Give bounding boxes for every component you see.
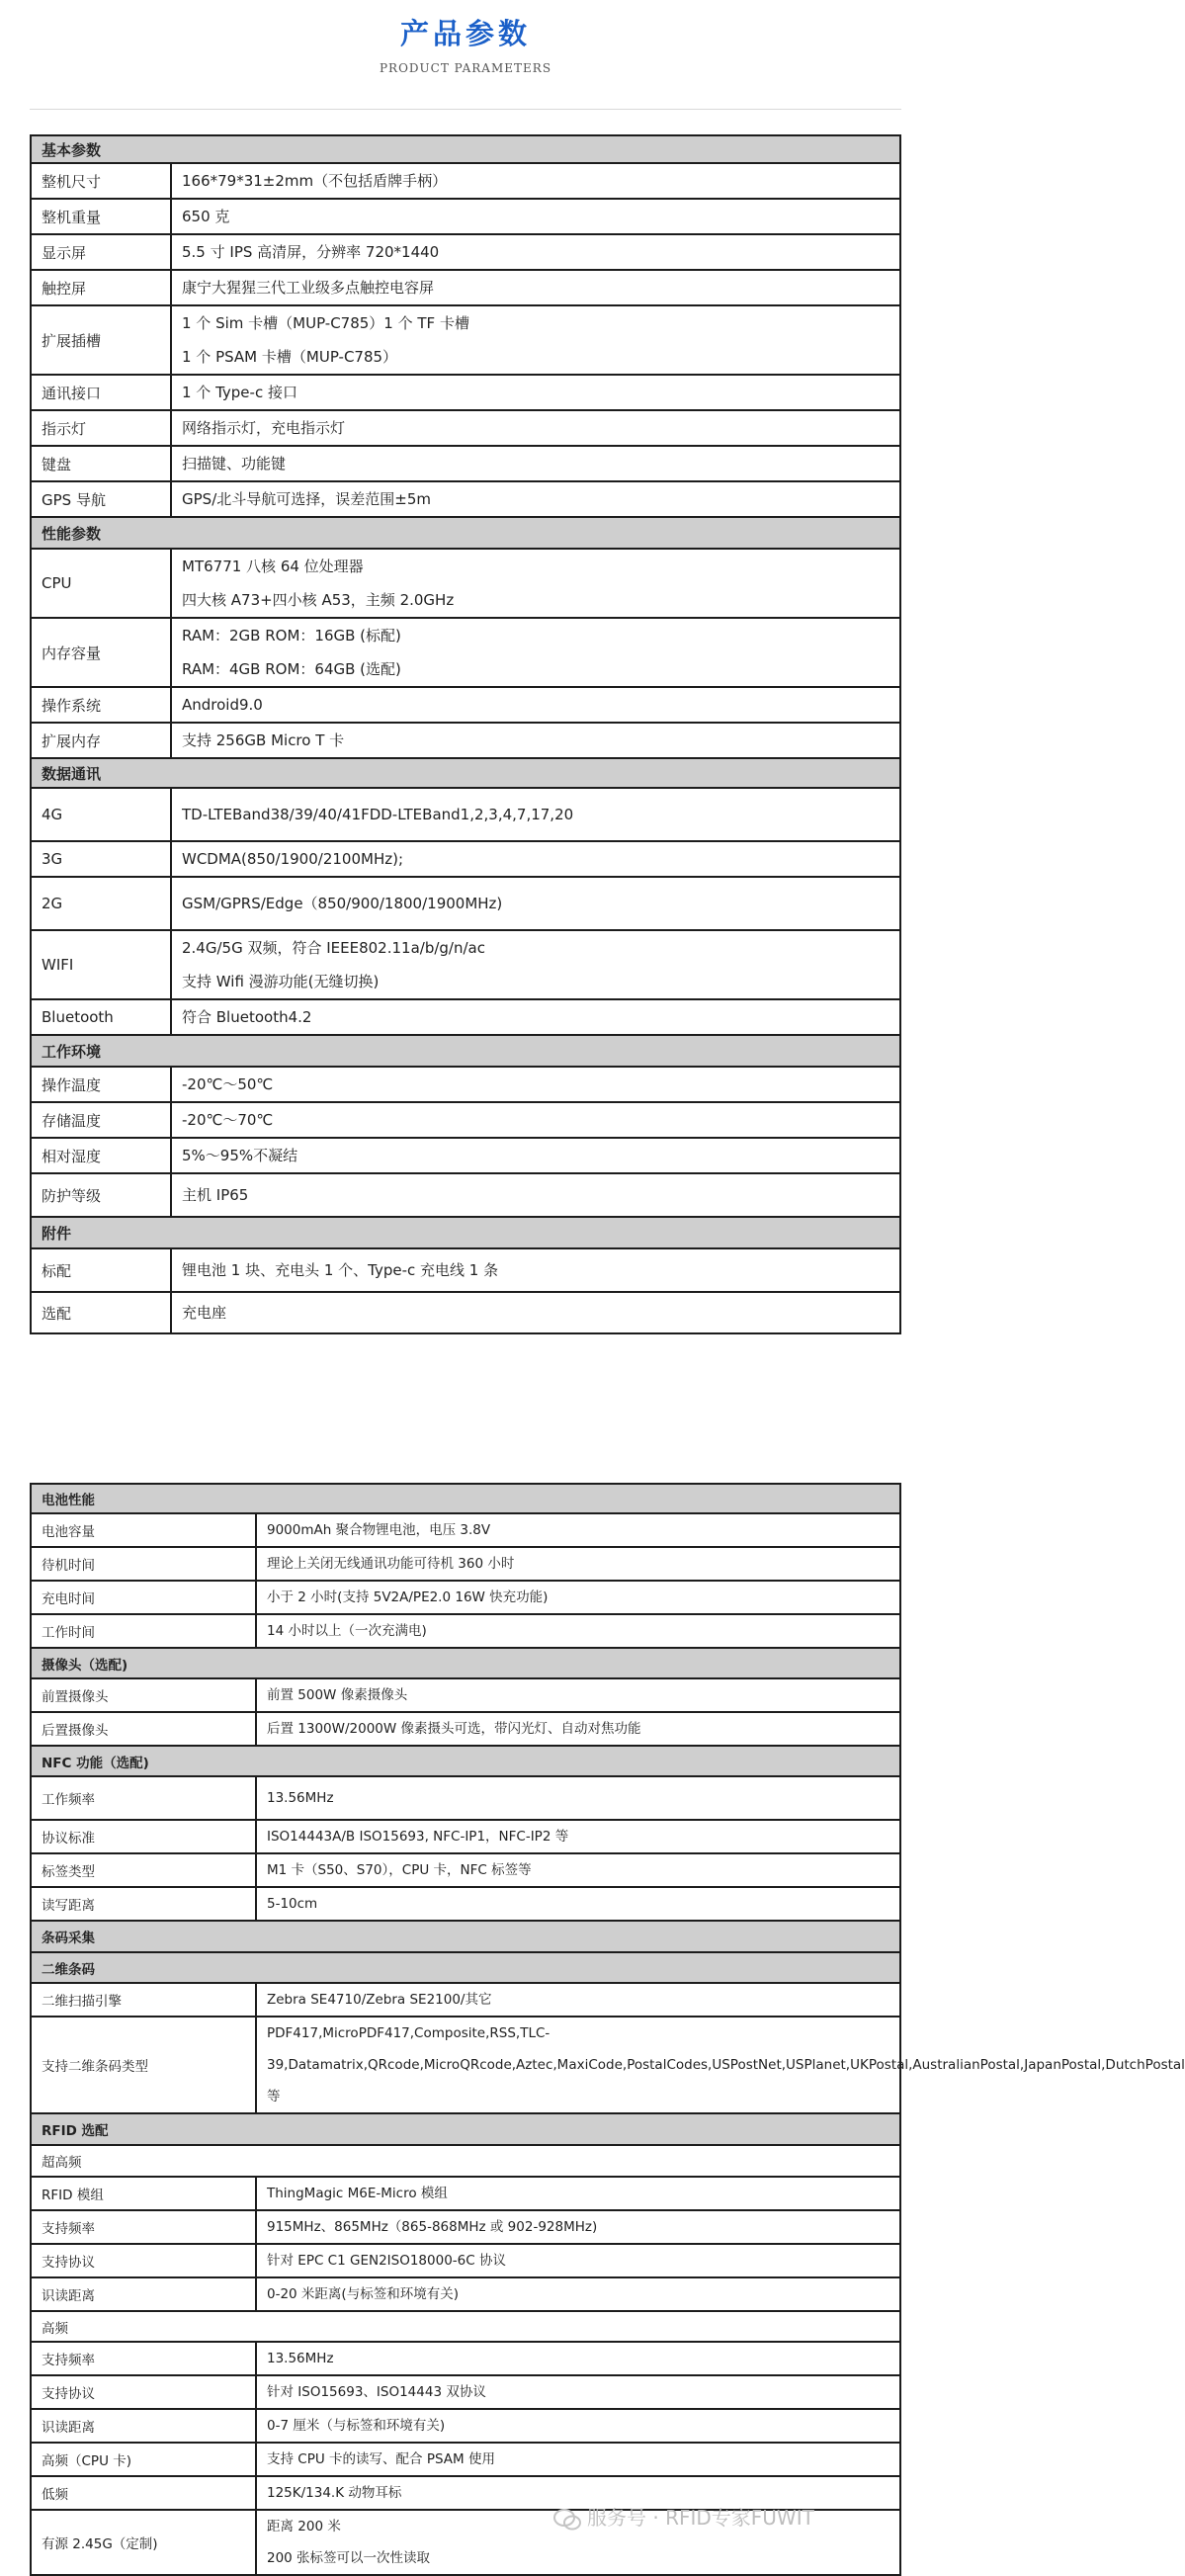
spec-value-line: 前置 500W 像素摄像头 [267, 1687, 408, 1703]
spec-value-line: 5%～95%不凝结 [182, 1147, 298, 1164]
spec-value [171, 1248, 900, 1292]
spec-row [31, 2177, 900, 2210]
spec-row [31, 446, 900, 481]
subsection-header-row [31, 2311, 900, 2342]
spec-row [31, 2409, 900, 2443]
section-title: RFID 选配 [31, 2113, 900, 2145]
spec-value [171, 1102, 900, 1138]
spec-value [256, 1712, 900, 1746]
spec-value [256, 2277, 900, 2311]
spec-label: 支持协议 [31, 2244, 256, 2277]
spec-value-line: 支持 Wifi 漫游功能(无缝切换) [182, 973, 380, 990]
section-title: 附件 [31, 1217, 900, 1248]
spec-value [256, 2017, 1185, 2113]
watermark-text: 服务号 · RFID专家FUWIT [587, 2506, 814, 2530]
spec-label: WIFI [31, 930, 171, 999]
spec-value-line: Zebra SE4710/Zebra SE2100/其它 [267, 1992, 492, 2008]
spec-value [171, 999, 900, 1035]
spec-value-line: 14 小时以上（一次充满电) [267, 1623, 427, 1639]
spec-value [171, 723, 900, 758]
spec-row [31, 2244, 900, 2277]
spec-row [31, 1853, 900, 1887]
section-header-row [31, 1952, 900, 1983]
spec-row [31, 1513, 900, 1547]
spec-label: 扩展插槽 [31, 305, 171, 375]
section-title: 摄像头（选配) [31, 1648, 900, 1678]
spec-label: 协议标准 [31, 1820, 256, 1853]
spec-row [31, 841, 900, 877]
spec-value [256, 1853, 900, 1887]
spec-value-line: 针对 EPC C1 GEN2ISO18000-6C 协议 [267, 2253, 506, 2269]
subsection-title: 高频 [31, 2311, 900, 2342]
spec-label: 识读距离 [31, 2409, 256, 2443]
spec-value [171, 1067, 900, 1102]
spec-row [31, 723, 900, 758]
spec-value-line: 0-7 厘米（与标签和环境有关) [267, 2418, 446, 2434]
spec-row [31, 375, 900, 410]
spec-value [256, 2342, 900, 2375]
spec-value-line: -20℃～70℃ [182, 1111, 274, 1129]
spec-label: 后置摄像头 [31, 1712, 256, 1746]
spec-value [256, 2375, 900, 2409]
spec-value-line: 支持 CPU 卡的读写、配合 PSAM 使用 [267, 2451, 495, 2467]
spec-label: 二维扫描引擎 [31, 1983, 256, 2017]
section-title: 工作环境 [31, 1035, 900, 1067]
spec-row [31, 1712, 900, 1746]
section-title: 电池性能 [31, 1484, 900, 1513]
section-title: 数据通讯 [31, 758, 900, 788]
spec-row [31, 2017, 900, 2113]
spec-value-line: 支持 256GB Micro T 卡 [182, 731, 345, 749]
spec-value-line: 后置 1300W/2000W 像素摄头可选，带闪光灯、自动对焦功能 [267, 1721, 641, 1737]
spec-row [31, 410, 900, 446]
section-header-row [31, 1921, 900, 1952]
spec-row [31, 1248, 900, 1292]
spec-value [256, 1983, 900, 2017]
spec-value-line: MT6771 八核 64 位处理器 [182, 558, 364, 575]
section-header-row [31, 1648, 900, 1678]
spec-value-line: 针对 ISO15693、ISO14443 双协议 [267, 2384, 486, 2400]
spec-label: 键盘 [31, 446, 171, 481]
spec-value [171, 375, 900, 410]
spec-value-line: 1 个 Sim 卡槽（MUP-C785）1 个 TF 卡槽 [182, 314, 469, 332]
spec-row [31, 618, 900, 687]
spec-value [171, 270, 900, 305]
spec-label: 低频 [31, 2476, 256, 2510]
page-title: 产品参数 [399, 17, 531, 50]
spec-value-line: 13.56MHz [267, 2351, 334, 2366]
spec-row [31, 199, 900, 234]
spec-row [31, 270, 900, 305]
spec-value [256, 1614, 900, 1648]
spec-value-line: 13.56MHz [267, 1790, 334, 1806]
spec-row [31, 163, 900, 199]
spec-value-line: GPS/北斗导航可选择，误差范围±5m [182, 490, 431, 508]
section-header-row [31, 1484, 900, 1513]
spec-value-line: 915MHz、865MHz（865-868MHz 或 902-928MHz) [267, 2219, 598, 2235]
section-title: 基本参数 [31, 135, 900, 163]
spec-value [171, 199, 900, 234]
spec-row [31, 2375, 900, 2409]
spec-value [171, 930, 900, 999]
section-header-row [31, 1035, 900, 1067]
spec-value-line: 650 克 [182, 208, 230, 225]
section-header-row [31, 1746, 900, 1776]
spec-label: 内存容量 [31, 618, 171, 687]
section-header-row [31, 758, 900, 788]
spec-row [31, 1067, 900, 1102]
spec-value [171, 481, 900, 517]
spec-value [171, 234, 900, 270]
spec-table-basic [30, 134, 901, 1334]
spec-label: RFID 模组 [31, 2177, 256, 2210]
spec-row [31, 1292, 900, 1333]
wechat-icon [553, 2508, 581, 2532]
spec-value-line: WCDMA(850/1900/2100MHz); [182, 850, 403, 868]
spec-value [256, 1547, 900, 1581]
spec-value-line: TD-LTEBand38/39/40/41FDD-LTEBand1,2,3,4,7,17,20 [182, 806, 574, 823]
spec-value [171, 163, 900, 199]
spec-label: Bluetooth [31, 999, 171, 1035]
spec-label: 相对湿度 [31, 1138, 171, 1173]
spec-row [31, 2277, 900, 2311]
spec-label: 防护等级 [31, 1173, 171, 1217]
section-header-row [31, 2113, 900, 2145]
spec-label: 整机重量 [31, 199, 171, 234]
spec-label: 显示屏 [31, 234, 171, 270]
spec-row [31, 481, 900, 517]
spec-value-line: 2.4G/5G 双频，符合 IEEE802.11a/b/g/n/ac [182, 939, 485, 957]
watermark [553, 2501, 909, 2534]
page-subtitle: PRODUCT PARAMETERS [379, 61, 552, 75]
spec-value-line: ISO14443A/B ISO15693, NFC-IP1，NFC-IP2 等 [267, 1829, 569, 1845]
spec-label: 4G [31, 788, 171, 841]
spec-value-line: 125K/134.K 动物耳标 [267, 2485, 402, 2501]
spec-row [31, 305, 900, 375]
spec-value [256, 1820, 900, 1853]
spec-value-line: 小于 2 小时(支持 5V2A/PE2.0 16W 快充功能) [267, 1589, 549, 1605]
subsection-title: 超高频 [31, 2145, 900, 2177]
spec-label: CPU [31, 549, 171, 618]
spec-label: 操作温度 [31, 1067, 171, 1102]
spec-value-line: 理论上关闭无线通讯功能可待机 360 小时 [267, 1556, 515, 1572]
spec-row [31, 999, 900, 1035]
spec-row [31, 2342, 900, 2375]
spec-row [31, 930, 900, 999]
spec-value [256, 2409, 900, 2443]
spec-value [171, 410, 900, 446]
spec-value [171, 618, 900, 687]
spec-value [171, 1138, 900, 1173]
spec-label: 标签类型 [31, 1853, 256, 1887]
spec-value-line: 9000mAh 聚合物锂电池，电压 3.8V [267, 1522, 491, 1538]
spec-row [31, 1820, 900, 1853]
spec-value-line: 5.5 寸 IPS 高清屏，分辨率 720*1440 [182, 243, 440, 261]
spec-label: 工作频率 [31, 1776, 256, 1820]
spec-value-line: 四大核 A73+四小核 A53，主频 2.0GHz [182, 591, 455, 609]
title-divider [30, 109, 901, 110]
spec-row [31, 1678, 900, 1712]
spec-label: 选配 [31, 1292, 171, 1333]
spec-value [171, 687, 900, 723]
spec-value-line: -20℃～50℃ [182, 1075, 274, 1093]
subsection-header-row [31, 2145, 900, 2177]
spec-value [256, 1776, 900, 1820]
spec-value-line: Android9.0 [182, 696, 263, 714]
section-title: 二维条码 [31, 1952, 900, 1983]
spec-value [171, 549, 900, 618]
spec-value [171, 1292, 900, 1333]
spec-label: 触控屏 [31, 270, 171, 305]
spec-row [31, 1138, 900, 1173]
spec-label: 支持频率 [31, 2210, 256, 2244]
spec-value [171, 305, 900, 375]
spec-label: GPS 导航 [31, 481, 171, 517]
spec-value [171, 1173, 900, 1217]
spec-row [31, 877, 900, 930]
spec-label: 前置摄像头 [31, 1678, 256, 1712]
spec-label: 存储温度 [31, 1102, 171, 1138]
section-header-row [31, 135, 900, 163]
spec-value-line: 符合 Bluetooth4.2 [182, 1008, 312, 1026]
spec-value-line: 距离 200 米 [267, 2519, 341, 2534]
spec-value-line: 网络指示灯，充电指示灯 [182, 419, 346, 437]
spec-value-line: 166*79*31±2mm（不包括盾牌手柄） [182, 172, 448, 190]
spec-value [171, 841, 900, 877]
spec-label: 指示灯 [31, 410, 171, 446]
spec-row [31, 2210, 900, 2244]
spec-value-line: 康宁大猩猩三代工业级多点触控电容屏 [182, 279, 435, 297]
spec-value [256, 1581, 900, 1614]
spec-value [256, 2210, 900, 2244]
spec-row [31, 1173, 900, 1217]
spec-row [31, 1983, 900, 2017]
spec-value-line: 扫描键、功能键 [182, 455, 287, 472]
spec-value-line: ThingMagic M6E-Micro 模组 [267, 2186, 448, 2201]
spec-value-line: 200 张标签可以一次性读取 [267, 2550, 431, 2566]
section-title: NFC 功能（选配) [31, 1746, 900, 1776]
spec-value [171, 877, 900, 930]
spec-label: 通讯接口 [31, 375, 171, 410]
section-title: 条码采集 [31, 1921, 900, 1952]
spec-label: 高频（CPU 卡) [31, 2443, 256, 2476]
spec-label: 充电时间 [31, 1581, 256, 1614]
section-title: 性能参数 [31, 517, 900, 549]
spec-label: 待机时间 [31, 1547, 256, 1581]
spec-row [31, 1581, 900, 1614]
spec-value-line: RAM：4GB ROM：64GB (选配) [182, 660, 401, 678]
spec-label: 扩展内存 [31, 723, 171, 758]
spec-value-line: 充电座 [182, 1304, 227, 1322]
spec-label: 支持频率 [31, 2342, 256, 2375]
spec-value-line: 5-10cm [267, 1896, 318, 1912]
spec-label: 工作时间 [31, 1614, 256, 1648]
spec-row [31, 788, 900, 841]
spec-label: 整机尺寸 [31, 163, 171, 199]
spec-label: 识读距离 [31, 2277, 256, 2311]
spec-value-line: 锂电池 1 块、充电头 1 个、Type-c 充电线 1 条 [182, 1261, 499, 1279]
spec-row [31, 2443, 900, 2476]
spec-value-line: PDF417,MicroPDF417,Composite,RSS,TLC-39,Datamatrix,QRcode,MicroQRcode,Aztec,MaxiCode,PostalCodes,USPostNet,USPlanet,UKPostal,AustralianPostal,JapanPostal,DutchPostal 等 [267, 2025, 1185, 2104]
spec-value [256, 1678, 900, 1712]
spec-value-line: 1 个 PSAM 卡槽（MUP-C785） [182, 348, 398, 366]
spec-row [31, 1776, 900, 1820]
spec-label: 标配 [31, 1248, 171, 1292]
spec-label: 操作系统 [31, 687, 171, 723]
spec-value-line: 0-20 米距离(与标签和环境有关) [267, 2286, 459, 2302]
spec-table-modules [30, 1483, 1185, 2576]
section-header-row [31, 1217, 900, 1248]
spec-value-line: 1 个 Type-c 接口 [182, 384, 297, 401]
spec-value-line: RAM：2GB ROM：16GB (标配) [182, 627, 401, 644]
spec-row [31, 1614, 900, 1648]
spec-value [256, 1513, 900, 1547]
spec-value [256, 2244, 900, 2277]
spec-value-line: M1 卡（S50、S70），CPU 卡，NFC 标签等 [267, 1862, 532, 1878]
spec-label: 有源 2.45G（定制) [31, 2510, 256, 2575]
spec-row [31, 1547, 900, 1581]
spec-value [171, 788, 900, 841]
spec-row [31, 234, 900, 270]
spec-value [171, 446, 900, 481]
spec-value-line: 主机 IP65 [182, 1186, 249, 1204]
spec-label: 支持二维条码类型 [31, 2017, 256, 2113]
spec-row [31, 1102, 900, 1138]
spec-label: 电池容量 [31, 1513, 256, 1547]
section-header-row [31, 517, 900, 549]
spec-value [256, 2443, 900, 2476]
spec-row [31, 549, 900, 618]
spec-row [31, 687, 900, 723]
spec-label: 3G [31, 841, 171, 877]
spec-value [256, 2177, 900, 2210]
spec-label: 读写距离 [31, 1887, 256, 1921]
spec-value [256, 1887, 900, 1921]
spec-value-line: GSM/GPRS/Edge（850/900/1800/1900MHz) [182, 895, 503, 912]
spec-label: 支持协议 [31, 2375, 256, 2409]
spec-row [31, 1887, 900, 1921]
spec-label: 2G [31, 877, 171, 930]
